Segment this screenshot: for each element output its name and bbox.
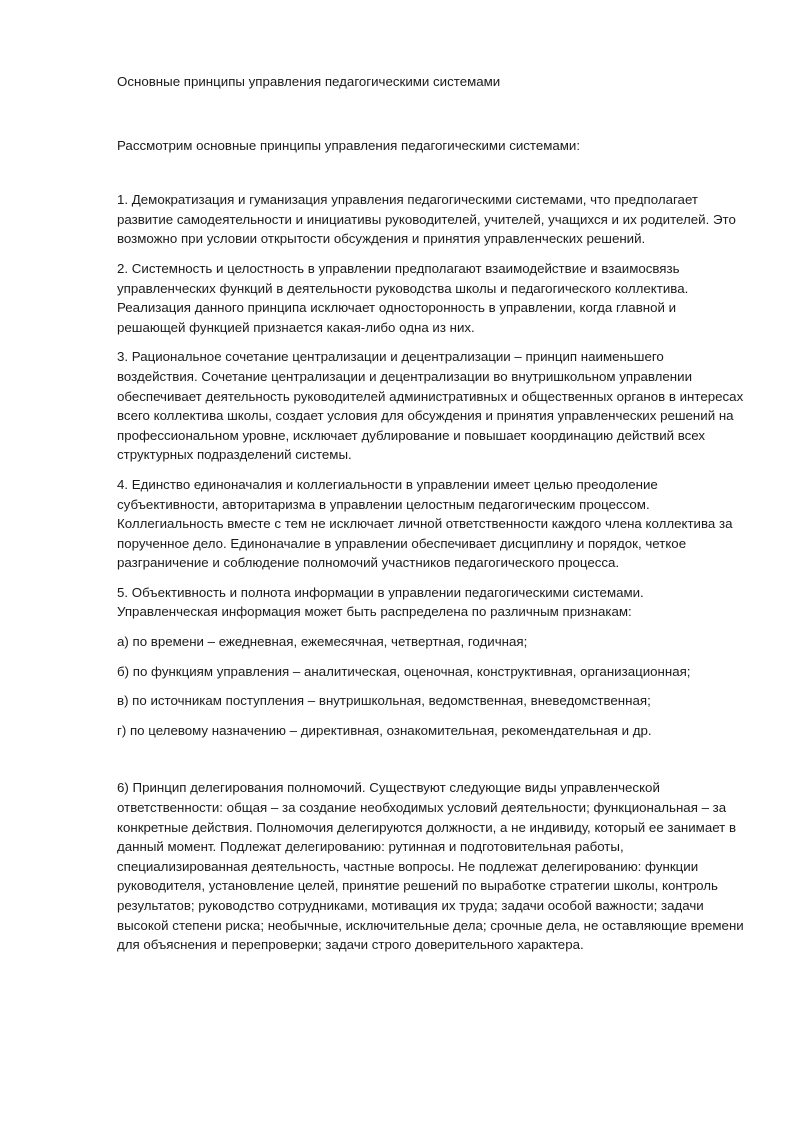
principle-3: 3. Рациональное сочетание централизации и децентрализации – принцип наименьшего воздействия. Сочетание централизации и децентрализации во внутришкольном управлении обеспечивает деятельность руководителей административных и общественных органов в интересах всего коллектива школы, создает условия для обсуждения и принятия управленческих решений на профессиональном уровне, исключает дублирование и повышает координацию действий всех структурных подразделений системы.	[117, 349, 744, 463]
principle-5: 5. Объективность и полнота информации в управлении педагогическими системами. Управленческая информация может быть распределена по различным признакам:	[117, 584, 644, 620]
info-type-b: б) по функциям управления – аналитическая, оценочная, конструктивная, организационная;	[117, 663, 691, 679]
info-type-c: в) по источникам поступления – внутришкольная, ведомственная, вневедомственная;	[117, 693, 651, 709]
info-type-d: г) по целевому назначению – директивная, ознакомительная, рекомендательная и др.	[117, 722, 652, 738]
info-type-a: а) по времени – ежедневная, ежемесячная, четвертная, годичная;	[117, 634, 528, 650]
principle-1: 1. Демократизация и гуманизация управления педагогическими системами, что предполагает развитие самодеятельности и инициативы руководителей, учителей, учащихся и их родителей. Это возможно при условии открытости обсуждения и принятия управленческих решений.	[117, 192, 736, 247]
document-page	[117, 72, 747, 955]
intro-paragraph: Рассмотрим основные принципы управления педагогическими системами:	[117, 137, 581, 153]
principle-2: 2. Системность и целостность в управлении предполагают взаимодействие и взаимосвязь управленческих функций в деятельности руководства школы и педагогического коллектива. Реализация данного принципа исключает односторонность в управлении, когда главной и решающей функцией признается какая-либо одна из них.	[117, 260, 689, 335]
document-title: Основные принципы управления педагогическими системами	[117, 74, 501, 89]
principle-6: 6) Принцип делегирования полномочий. Существуют следующие виды управленческой ответственности: общая – за создание необходимых условий деятельности; функциональная – за конкретные действия. Полномочия делегируются должности, а не индивиду, который ее занимает в данный момент. Подлежат делегированию: рутинная и подготовительная работы, специализированная деятельность, частные вопросы. Не подлежат делегированию: функции руководителя, установление целей, принятие решений по выработке стратегии школы, контроль результатов; руководство сотрудниками, мотивация их труда; задачи особой важности; задачи высокой степени риска; необычные, исключительные дела; срочные дела, не оставляющие времени для объяснения и перепроверки; задачи строго доверительного характера.	[117, 780, 744, 953]
principle-4: 4. Единство единоначалия и коллегиальности в управлении имеет целью преодоление субъективности, авторитаризма в управлении целостным педагогическим процессом. Коллегиальность вместе с тем не исключает личной ответственности каждого члена коллектива за порученное дело. Единоначалие в управлении обеспечивает дисциплину и порядок, четкое разграничение и соблюдение полномочий участников педагогического процесса.	[117, 476, 733, 571]
